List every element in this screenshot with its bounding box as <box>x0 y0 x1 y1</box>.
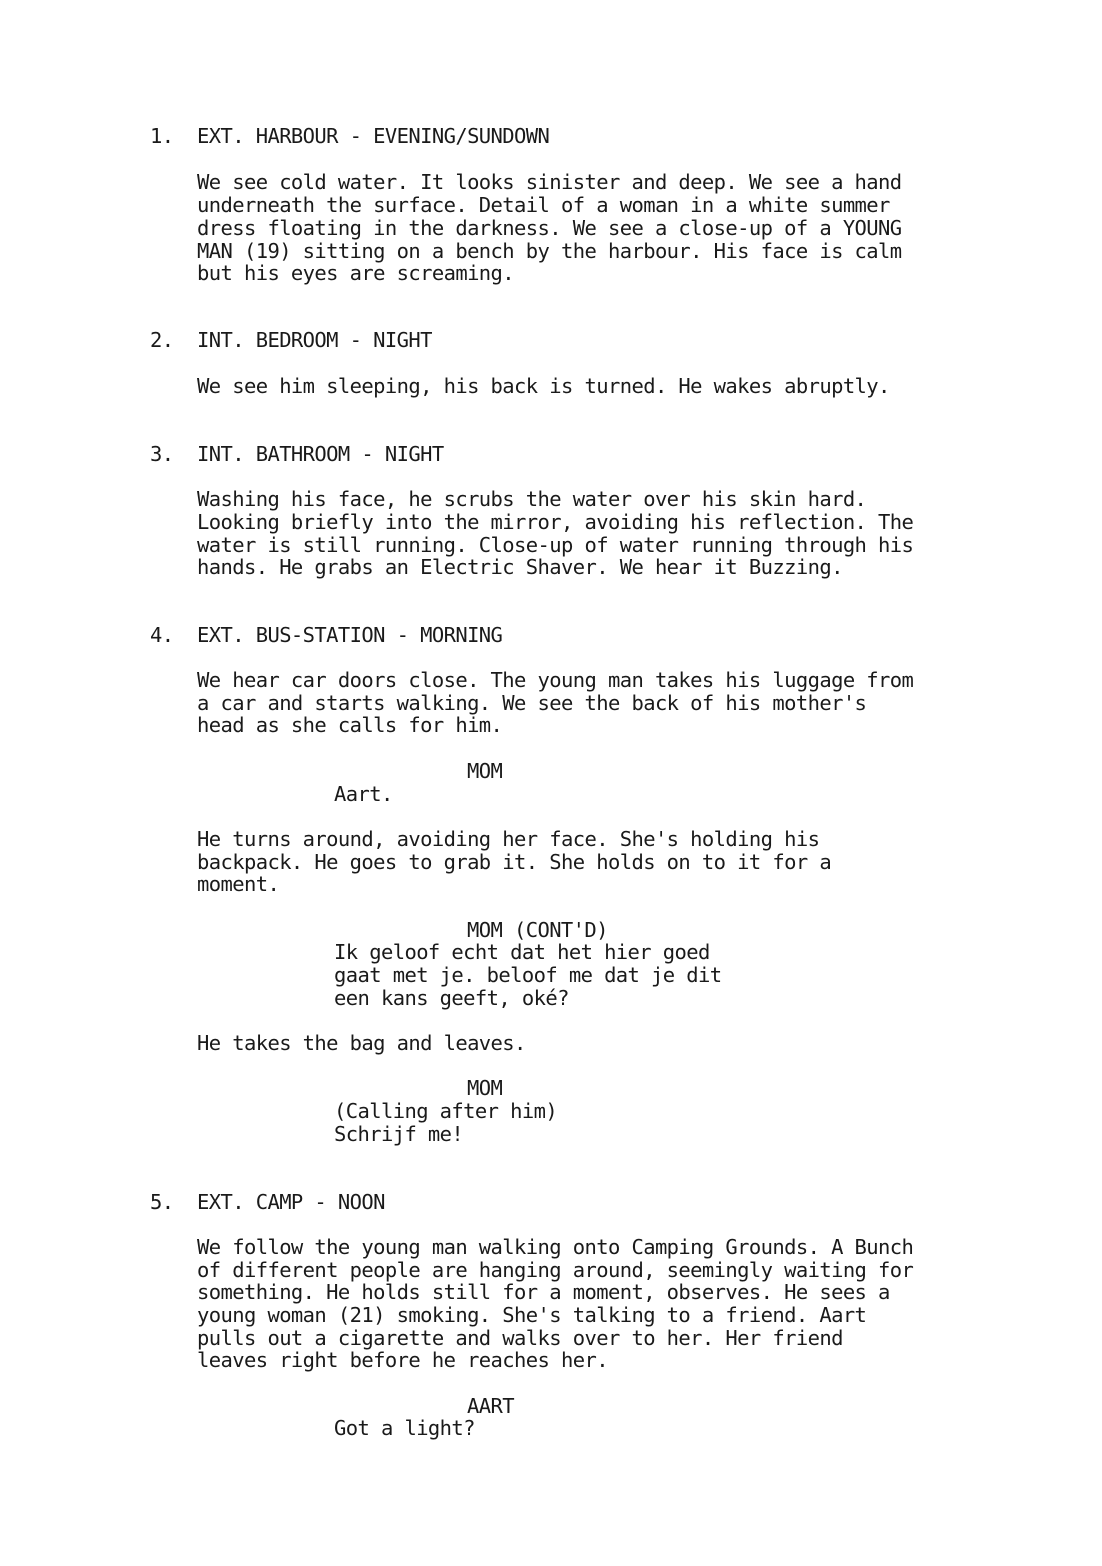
action-line: young woman (21) smoking. She's talking to a friend. Aart <box>197 1303 867 1327</box>
action-line: He takes the bag and leaves. <box>197 1031 526 1055</box>
scene-number: 2. <box>150 328 174 352</box>
scene-number: 5. <box>150 1190 174 1214</box>
scene-number: 1. <box>150 124 174 148</box>
character-name: MOM <box>467 1076 503 1100</box>
action-line: We see him sleeping, his back is turned. He wakes abruptly. <box>197 374 890 398</box>
action-line: We see cold water. It looks sinister and deep. We see a hand <box>197 170 902 194</box>
character-name: MOM <box>467 759 503 783</box>
character-name: MOM (CONT'D) <box>467 918 608 942</box>
character-name: AART <box>467 1394 514 1418</box>
action-line: but his eyes are screaming. <box>197 261 515 285</box>
action-line: something. He holds still for a moment, observes. He sees a <box>197 1280 890 1304</box>
action-line: dress floating in the darkness. We see a close-up of a YOUNG <box>197 216 902 240</box>
action-line: Looking briefly into the mirror, avoiding his reflection. The <box>197 510 914 534</box>
action-line: head as she calls for him. <box>197 713 503 737</box>
dialogue-line: Got a light? <box>334 1416 475 1440</box>
action-line: water is still running. Close-up of water running through his <box>197 533 914 557</box>
dialogue-line: gaat met je. beloof me dat je dit <box>334 963 722 987</box>
action-line: underneath the surface. Detail of a woman in a white summer <box>197 193 890 217</box>
action-line: Washing his face, he scrubs the water over his skin hard. <box>197 487 867 511</box>
dialogue-line: Schrijf me! <box>334 1122 464 1146</box>
action-line: hands. He grabs an Electric Shaver. We hear it Buzzing. <box>197 555 843 579</box>
scene-number: 4. <box>150 623 174 647</box>
dialogue-line: een kans geeft, oké? <box>334 986 569 1010</box>
action-line: We hear car doors close. The young man takes his luggage from <box>197 668 914 692</box>
scene-heading: INT. BATHROOM - NIGHT <box>197 442 444 466</box>
dialogue-line: Aart. <box>334 782 393 806</box>
action-line: a car and starts walking. We see the back of his mother's <box>197 691 867 715</box>
action-line: MAN (19) sitting on a bench by the harbour. His face is calm <box>197 239 902 263</box>
action-line: moment. <box>197 872 280 896</box>
action-line: backpack. He goes to grab it. She holds on to it for a <box>197 850 832 874</box>
action-line: pulls out a cigarette and walks over to her. Her friend <box>197 1326 843 1350</box>
dialogue-line: Ik geloof echt dat het hier goed <box>334 940 710 964</box>
action-line: He turns around, avoiding her face. She's holding his <box>197 827 820 851</box>
scene-number: 3. <box>150 442 174 466</box>
scene-heading: EXT. HARBOUR - EVENING/SUNDOWN <box>197 124 550 148</box>
scene-heading: EXT. BUS-STATION - MORNING <box>197 623 503 647</box>
action-line: We follow the young man walking onto Camping Grounds. A Bunch <box>197 1235 914 1259</box>
scene-heading: INT. BEDROOM - NIGHT <box>197 328 432 352</box>
action-line: of different people are hanging around, seemingly waiting for <box>197 1258 914 1282</box>
action-line: leaves right before he reaches her. <box>197 1348 608 1372</box>
scene-heading: EXT. CAMP - NOON <box>197 1190 385 1214</box>
parenthetical: (Calling after him) <box>334 1099 558 1123</box>
